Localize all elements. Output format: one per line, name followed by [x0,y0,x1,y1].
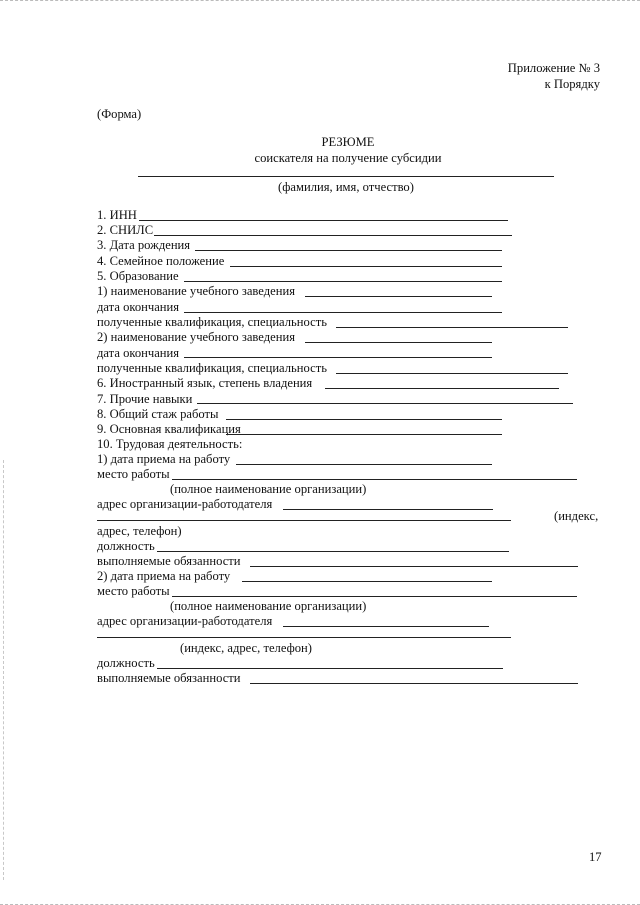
field-job2-workplace-line[interactable] [172,596,577,597]
field-edu1-qualification-label: полученные квалификация, специальность [97,315,327,329]
field-edu2-institution-label: 2) наименование учебного заведения [97,330,295,344]
scan-edge-bottom [0,898,640,905]
appendix-order: к Порядку [544,77,600,91]
scan-edge-top [0,0,640,7]
field-job2-employer-address-line[interactable] [283,626,489,627]
field-job1-hire-date-label: 1) дата приема на работу [97,452,231,466]
page-number: 17 [589,850,602,864]
field-total-experience-line[interactable] [226,419,502,420]
field-edu2-qualification-line[interactable] [336,373,568,374]
field-job2-duties-label: выполняемые обязанности [97,671,241,685]
field-job1-workplace-line[interactable] [172,479,577,480]
field-job2-hire-date-line[interactable] [242,581,492,582]
field-job1-address-line-2[interactable] [97,520,511,521]
field-job1-employer-address-line[interactable] [283,509,493,510]
field-edu1-institution-line[interactable] [305,296,492,297]
field-education-line[interactable] [184,281,502,282]
field-birth-date-label: 3. Дата рождения [97,238,191,252]
field-job2-position-line[interactable] [157,668,503,669]
field-other-skills-line[interactable] [197,403,573,404]
field-job1-org-caption: (полное наименование организации) [170,482,367,496]
field-edu1-graduation-label: дата окончания [97,300,180,314]
field-marital-status-label: 4. Семейное положение [97,254,225,268]
field-birth-date-line[interactable] [195,250,502,251]
field-job1-workplace-label: место работы [97,467,170,481]
scan-edge-left [3,460,4,880]
field-education-label: 5. Образование [97,269,179,283]
field-job1-duties-label: выполняемые обязанности [97,554,241,568]
document-subtitle: соискателя на получение субсидии [254,151,442,165]
field-main-qualification-line[interactable] [226,434,502,435]
field-job1-address-caption-part1: (индекс, [554,509,599,523]
field-job2-position-label: должность [97,656,155,670]
field-job2-address-line-2[interactable] [97,637,511,638]
field-main-qualification-label: 9. Основная квалификация [97,422,241,436]
field-foreign-language-label: 6. Иностранный язык, степень владения [97,376,313,390]
form-label: (Форма) [97,107,142,121]
field-snils-line[interactable] [154,235,512,236]
field-job1-address-caption-part2: адрес, телефон) [97,524,182,538]
field-job2-hire-date-label: 2) дата приема на работу [97,569,231,583]
field-edu1-graduation-line[interactable] [184,312,502,313]
field-work-activity-label: 10. Трудовая деятельность: [97,437,243,451]
field-foreign-language-line[interactable] [325,388,559,389]
field-job2-org-caption: (полное наименование организации) [170,599,367,613]
field-job1-hire-date-line[interactable] [236,464,492,465]
field-other-skills-label: 7. Прочие навыки [97,392,193,406]
field-job2-employer-address-label: адрес организации-работодателя [97,614,273,628]
field-inn-label: 1. ИНН [97,208,137,222]
field-inn-line[interactable] [139,220,508,221]
field-job1-employer-address-label: адрес организации-работодателя [97,497,273,511]
field-job1-duties-line[interactable] [250,566,578,567]
field-job2-workplace-label: место работы [97,584,170,598]
fio-line[interactable] [138,176,554,177]
field-marital-status-line[interactable] [230,266,502,267]
field-job1-position-line[interactable] [157,551,509,552]
field-edu1-institution-label: 1) наименование учебного заведения [97,284,295,298]
field-edu2-graduation-label: дата окончания [97,346,180,360]
field-edu1-qualification-line[interactable] [336,327,568,328]
field-edu2-graduation-line[interactable] [184,357,492,358]
field-job1-position-label: должность [97,539,155,553]
appendix-number: Приложение № 3 [507,61,600,75]
document-title: РЕЗЮМЕ [321,135,375,149]
fio-caption: (фамилия, имя, отчество) [278,180,414,194]
field-edu2-institution-line[interactable] [305,342,492,343]
field-edu2-qualification-label: полученные квалификация, специальность [97,361,327,375]
field-job2-address-caption: (индекс, адрес, телефон) [180,641,312,655]
field-snils-label: 2. СНИЛС [97,223,154,237]
field-job2-duties-line[interactable] [250,683,578,684]
field-total-experience-label: 8. Общий стаж работы [97,407,219,421]
